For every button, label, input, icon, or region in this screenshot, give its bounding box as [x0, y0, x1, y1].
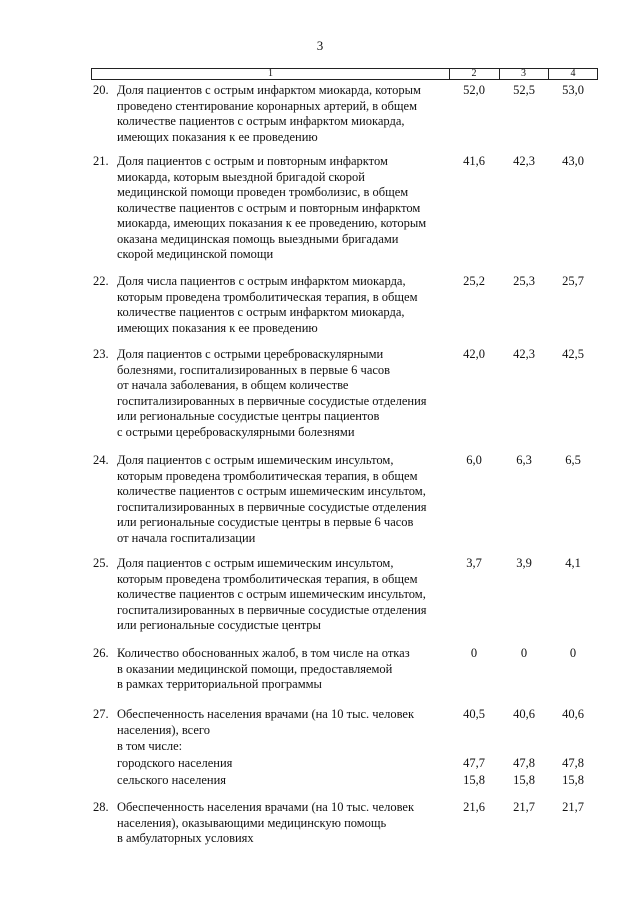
- subitems-intro: в том числе:: [117, 739, 183, 753]
- value-col4: 43,0: [562, 154, 584, 168]
- row-number: 26.: [93, 646, 109, 660]
- row-number: 21.: [93, 154, 109, 168]
- description-line: населения), оказывающими медицинскую помощь: [117, 815, 387, 830]
- subitem-value-col4: 47,8: [562, 756, 584, 770]
- subitem-value-col3: 47,8: [513, 756, 535, 770]
- description-line: или региональные сосудистые центры: [117, 618, 321, 632]
- value-col2: 6,0: [466, 453, 482, 467]
- description-line: скорой медицинской помощи: [117, 247, 274, 261]
- row-number: 27.: [93, 707, 109, 721]
- row-description: [117, 556, 457, 634]
- description-line: с острыми цереброваскулярными болезнями: [117, 424, 355, 439]
- value-col2: 52,0: [463, 83, 485, 97]
- value-col4: 53,0: [562, 83, 584, 97]
- row-description: [117, 347, 457, 440]
- description-line: Обеспеченность населения врачами (на 10 тыс. человек: [117, 707, 415, 721]
- table-header: [91, 68, 598, 80]
- description-line: в рамках территориальной программы: [117, 677, 322, 691]
- description-line: или региональные сосудистые центры в первые 6 часов: [117, 515, 414, 529]
- description-line: Доля пациентов с острым ишемическим инсультом,: [117, 453, 394, 467]
- description-line: от начала заболевания, в общем количестве: [117, 378, 349, 392]
- row-number: 24.: [93, 453, 109, 467]
- value-col3: 42,3: [513, 154, 535, 168]
- row-description: [117, 800, 457, 847]
- description-line: Количество обоснованных жалоб, в том числе на отказ: [117, 646, 410, 660]
- value-col2: 42,0: [463, 347, 485, 361]
- value-col4: 40,6: [562, 707, 584, 721]
- description-line: в оказании медицинской помощи, предоставляемой: [117, 661, 393, 676]
- value-col4: 25,7: [562, 274, 584, 288]
- description-line: миокарда, которым выездной бригадой скорой: [117, 169, 365, 184]
- row-description: [117, 83, 457, 145]
- value-col2: 3,7: [466, 556, 482, 570]
- description-line: имеющих показания к ее проведению: [117, 320, 318, 335]
- row-number: 20.: [93, 83, 109, 97]
- row-number: 28.: [93, 800, 109, 814]
- description-line: количестве пациентов с острым инфарктом миокарда,: [117, 305, 405, 319]
- row-description: [117, 274, 457, 336]
- value-col2: 0: [470, 646, 478, 660]
- description-line: медицинской помощи проведен тромболизис, в общем: [117, 185, 409, 199]
- page-number: 3: [316, 38, 324, 53]
- value-col3: 3,9: [516, 556, 532, 570]
- description-line: или региональные сосудистые центры пациентов: [117, 409, 380, 423]
- row-description: [117, 154, 457, 263]
- value-col2: 25,2: [463, 274, 485, 288]
- description-line: госпитализированных в первичные сосудистые отделения: [117, 393, 427, 408]
- value-col3: 6,3: [516, 453, 532, 467]
- value-col3: 25,3: [513, 274, 535, 288]
- description-line: Доля пациентов с острыми цереброваскулярными: [117, 347, 384, 361]
- value-col2: 41,6: [463, 154, 485, 168]
- row-description: [117, 646, 457, 693]
- description-line: которым проведена тромболитическая терапия, в общем: [117, 289, 418, 304]
- description-line: количестве пациентов с острым и повторным инфарктом: [117, 200, 421, 215]
- description-line: которым проведена тромболитическая терапия, в общем: [117, 571, 418, 586]
- description-line: количестве пациентов с острым ишемическим инсультом,: [117, 484, 426, 498]
- description-line: имеющих показания к ее проведению: [117, 129, 318, 144]
- description-line: Доля пациентов с острым инфарктом миокарда, которым: [117, 83, 421, 97]
- value-col3: 21,7: [513, 800, 535, 814]
- value-col2: 21,6: [463, 800, 485, 814]
- value-col3: 52,5: [513, 83, 535, 97]
- row-description: [117, 707, 457, 738]
- description-line: количестве пациентов с острым инфарктом миокарда,: [117, 114, 405, 128]
- description-line: от начала госпитализации: [117, 530, 256, 545]
- description-line: Доля пациентов с острым и повторным инфарктом: [117, 154, 388, 168]
- subitem-label: городского населения: [117, 756, 233, 770]
- row-description: [117, 453, 457, 546]
- description-line: госпитализированных в первичные сосудистые отделения: [117, 602, 427, 617]
- value-col4: 21,7: [562, 800, 584, 814]
- description-line: болезнями, госпитализированных в первые 6 часов: [117, 362, 391, 377]
- subitem-value-col3: 15,8: [513, 773, 535, 787]
- description-line: госпитализированных в первичные сосудистые отделения: [117, 499, 427, 514]
- value-col3: 42,3: [513, 347, 535, 361]
- description-line: количестве пациентов с острым ишемическим инсультом,: [117, 587, 426, 601]
- description-line: населения), всего: [117, 722, 210, 737]
- value-col2: 40,5: [463, 707, 485, 721]
- description-line: которым проведена тромболитическая терапия, в общем: [117, 468, 418, 483]
- row-number: 23.: [93, 347, 109, 361]
- description-line: Обеспеченность населения врачами (на 10 тыс. человек: [117, 800, 415, 814]
- row-number: 25.: [93, 556, 109, 570]
- description-line: миокарда, имеющих показания к ее проведению, которым: [117, 216, 427, 230]
- subitem-value-col2: 15,8: [463, 773, 485, 787]
- description-line: Доля числа пациентов с острым инфарктом миокарда,: [117, 274, 406, 288]
- description-line: оказана медицинская помощь выездными бригадами: [117, 231, 399, 246]
- header-col-3: 3: [499, 69, 549, 79]
- row-number: 22.: [93, 274, 109, 288]
- value-col4: 4,1: [565, 556, 581, 570]
- value-col3: 0: [520, 646, 528, 660]
- header-col-4: 4: [570, 68, 576, 79]
- value-col3: 40,6: [513, 707, 535, 721]
- subitem-value-col4: 15,8: [562, 773, 584, 787]
- value-col4: 6,5: [565, 453, 581, 467]
- description-line: проведено стентирование коронарных артерий, в общем: [117, 98, 417, 113]
- value-col4: 0: [569, 646, 577, 660]
- header-col-2: 2: [449, 69, 500, 79]
- description-line: в амбулаторных условиях: [117, 831, 254, 845]
- header-col-1: 1: [92, 69, 450, 79]
- subitem-label: сельского населения: [117, 773, 227, 787]
- subitem-value-col2: 47,7: [463, 756, 485, 770]
- description-line: Доля пациентов с острым ишемическим инсультом,: [117, 556, 394, 570]
- value-col4: 42,5: [562, 347, 584, 361]
